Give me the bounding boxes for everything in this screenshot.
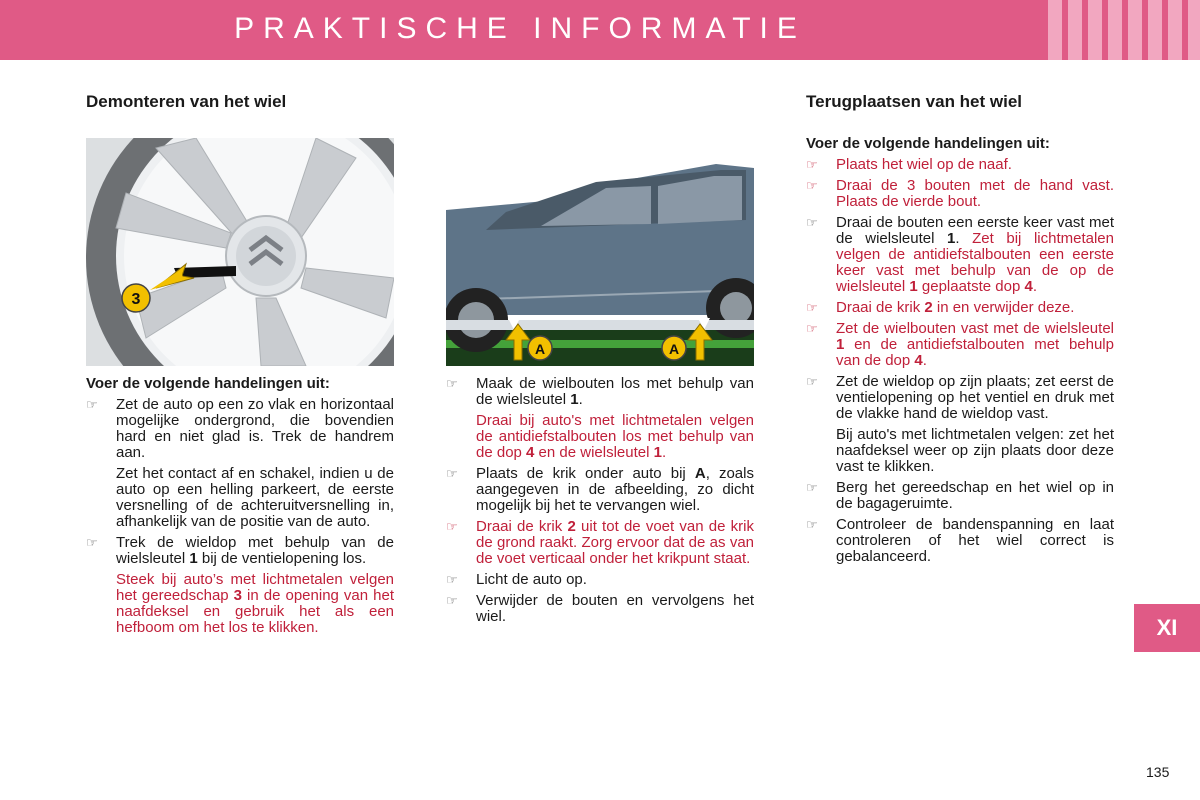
pointing-hand-icon: ☞: [806, 300, 818, 315]
list-item-text: Controleer de bandenspanning en laat controleren of het wiel correct is gebalanceerd.: [836, 516, 1114, 565]
list-item: [806, 157, 1114, 173]
list-item: [446, 593, 754, 625]
bold-ref: 3: [233, 587, 243, 604]
section-title-remove: Demonteren van het wiel: [86, 92, 287, 111]
right-column: [806, 136, 1114, 570]
text-span: .: [661, 444, 667, 461]
pointing-hand-icon: ☞: [806, 321, 818, 336]
pointing-hand-icon: ☞: [806, 374, 818, 389]
list-item: [806, 178, 1114, 210]
list-item: [806, 517, 1114, 565]
list-item-subtext: Zet het contact af en schakel, indien u de auto op een helling parkeert, de eerste versnelling of de achteruitversnelling in, afhankelijk van de positie van de auto.: [116, 465, 394, 530]
list-item-text: Draai de 3 bouten met de hand vast. Plaats de vierde bout.: [836, 177, 1114, 210]
page-number: 135: [1146, 764, 1170, 780]
text-span: Maak de wielbouten los met behulp van de wielsleutel: [476, 375, 754, 408]
text-span: , zoals aangegeven in de afbeelding, zo dicht mogelijk bij het te vervangen wiel.: [476, 465, 754, 514]
car-jack-points-illustration: [446, 160, 754, 366]
list-item: [806, 300, 1114, 316]
page-title: PRAKTISCHE INFORMATIE: [234, 12, 806, 45]
text-span: Draai de bouten een eerste keer vast met de wielsleutel: [836, 214, 1114, 247]
chapter-tab: XI: [1134, 604, 1200, 652]
bold-ref: 4: [526, 444, 535, 461]
left-column: [86, 376, 394, 641]
bold-ref: 1: [189, 550, 198, 567]
wheel-cover-illustration: [86, 138, 394, 366]
text-span: Draai de krik: [476, 518, 568, 535]
list-item-subtext-alloy: [446, 413, 754, 461]
list-item: [446, 376, 754, 408]
list-item-text: Zet de wieldop op zijn plaats; zet eerst de ventielopening op het ventiel en druk met de vlakke hand de wieldop vast.: [836, 373, 1114, 422]
text-span: in en verwijder deze.: [932, 299, 1075, 316]
text-span: .: [922, 352, 927, 369]
list-item: [446, 466, 754, 514]
header-stripes: [1048, 0, 1200, 60]
bold-ref: 1: [909, 278, 918, 295]
list-item-text: Licht de auto op.: [476, 571, 587, 588]
middle-column: [446, 376, 754, 630]
section-title-refit: Terugplaatsen van het wiel: [806, 92, 1023, 111]
text-span: Draai bij auto's met lichtmetalen velgen de antidiefstalbouten los met behulp van de dop: [476, 412, 754, 461]
text-span: Trek de wieldop met behulp van de wielsleutel: [116, 534, 394, 567]
pointing-hand-icon: ☞: [806, 517, 818, 532]
car-side-drawing: [446, 160, 754, 366]
bold-ref: 1: [653, 444, 662, 461]
header-stripe: [1068, 0, 1082, 60]
callout-3-label: 3: [131, 291, 141, 308]
callout-a-label: A: [534, 341, 546, 357]
text-span: en de antidiefstalbouten met behulp van de dop: [836, 336, 1114, 369]
text-span: en de wielsleutel: [534, 444, 654, 461]
header-stripe: [1048, 0, 1062, 60]
right-lead: Voer de volgende handelingen uit:: [806, 135, 1050, 152]
bold-ref: 4: [914, 352, 923, 369]
bold-ref: 1: [836, 336, 845, 353]
list-item: [86, 535, 394, 567]
list-item-text: Zet de auto op een zo vlak en horizontaal mogelijke ondergrond, die bovendien hard en niet glad is. Trek de handrem aan.: [116, 396, 394, 461]
page-header: [0, 0, 1200, 60]
list-item: [806, 321, 1114, 369]
bold-ref: 2: [924, 299, 933, 316]
bold-ref: 1: [570, 391, 579, 408]
list-item-subtext: Bij auto's met lichtmetalen velgen: zet het naafdeksel weer op zijn plaats door deze vast te klikken.: [836, 426, 1114, 475]
pointing-hand-icon: ☞: [446, 376, 458, 391]
list-item-text: Berg het gereedschap en het wiel op in de bagageruimte.: [836, 479, 1114, 512]
pointing-hand-icon: ☞: [806, 480, 818, 495]
header-stripe: [1148, 0, 1162, 60]
text-span: Zet bij lichtmetalen velgen de antidiefstalbouten een eerste keer vast met behulp van de op de wielsleutel: [836, 230, 1114, 295]
list-item: [446, 519, 754, 567]
text-span: .: [1032, 278, 1037, 295]
pointing-hand-icon: ☞: [446, 593, 458, 608]
text-span: Steek bij auto’s met lichtmetalen velgen het gereedschap: [116, 571, 394, 604]
text-span: bij de ventielopening los.: [197, 550, 367, 567]
header-stripe: [1088, 0, 1102, 60]
text-span: .: [955, 230, 973, 247]
bold-ref: 2: [567, 518, 576, 535]
pointing-hand-icon: ☞: [446, 519, 458, 534]
header-stripe: [1108, 0, 1122, 60]
header-stripe: [1128, 0, 1142, 60]
pointing-hand-icon: ☞: [806, 157, 818, 172]
left-lead: Voer de volgende handelingen uit:: [86, 375, 330, 392]
list-item: [806, 374, 1114, 422]
bold-ref: A: [694, 465, 706, 482]
wheel-cover-drawing: [86, 138, 394, 366]
text-span: Plaats de krik onder auto bij: [476, 465, 695, 482]
text-span: Zet de wielbouten vast met de wielsleutel: [836, 320, 1114, 337]
pointing-hand-icon: ☞: [806, 178, 818, 193]
header-stripe: [1188, 0, 1200, 60]
pointing-hand-icon: ☞: [446, 466, 458, 481]
text-span: geplaatste dop: [917, 278, 1025, 295]
bold-ref: 1: [947, 230, 956, 247]
list-item: [806, 480, 1114, 512]
text-span: Draai de krik: [836, 299, 925, 316]
list-item: [86, 397, 394, 461]
pointing-hand-icon: ☞: [446, 572, 458, 587]
text-span: .: [578, 391, 583, 408]
list-item-text: Verwijder de bouten en vervolgens het wiel.: [476, 592, 754, 625]
pointing-hand-icon: ☞: [806, 215, 818, 230]
bold-ref: 4: [1024, 278, 1033, 295]
callout-a-label: A: [668, 341, 680, 357]
text-span: in de opening van het naafdeksel en gebruik het als een hefboom om het los te klikken.: [116, 587, 394, 636]
list-item-text: Plaats het wiel op de naaf.: [836, 156, 1012, 173]
pointing-hand-icon: ☞: [86, 535, 98, 550]
header-stripe: [1168, 0, 1182, 60]
text-span: uit tot de voet van de krik de grond raakt. Zorg ervoor dat de as van de voet verticaal onder het krikpunt staat.: [476, 518, 754, 567]
list-item: [806, 215, 1114, 295]
list-item: [446, 572, 754, 588]
list-item-subtext-alloy: [86, 572, 394, 636]
pointing-hand-icon: ☞: [86, 397, 98, 412]
